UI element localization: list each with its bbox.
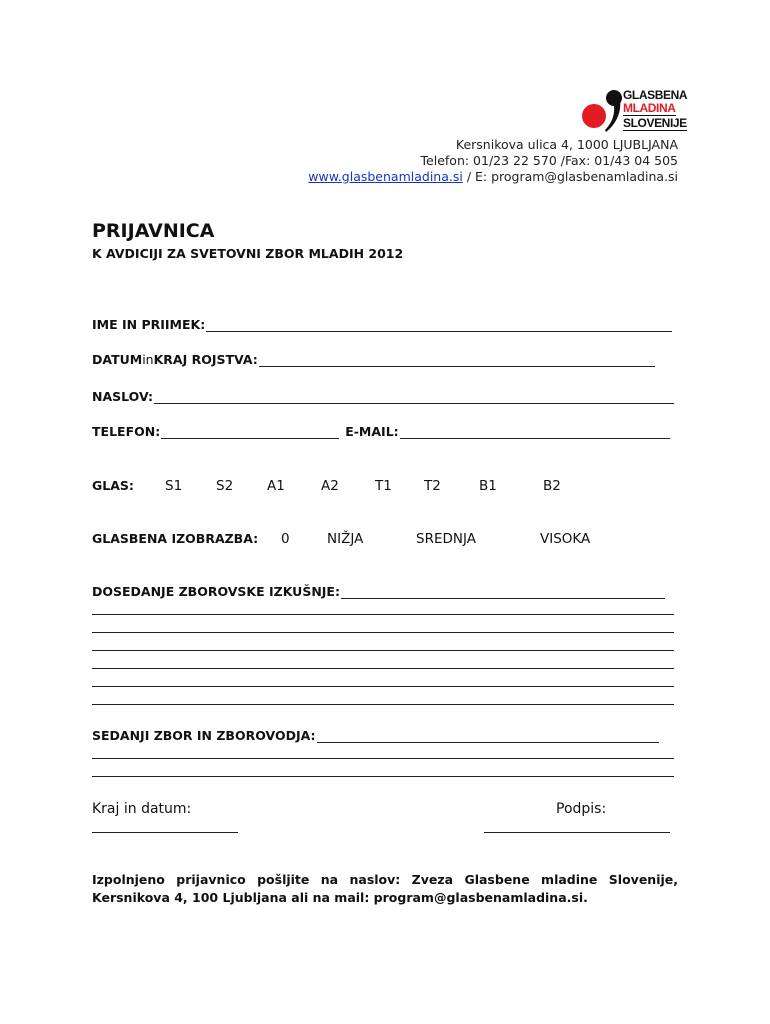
signature-label: Podpis: bbox=[556, 801, 607, 817]
footer-instructions: Izpolnjeno prijavnico pošljite na naslov: Zveza Glasbene mladine Slovenije, Kersnikova 4, 100 Ljubljana ali na mail: program@glasbenamladina.si. bbox=[92, 872, 678, 905]
education-option[interactable]: SREDNJA bbox=[416, 531, 476, 547]
birth-date-label: DATUM bbox=[92, 352, 143, 367]
experience-line[interactable] bbox=[92, 686, 674, 687]
experience-input-line[interactable] bbox=[341, 586, 665, 599]
logo-word-2: MLADINA bbox=[623, 101, 676, 115]
current-choir-label: SEDANJI ZBOR IN ZBOROVODJA: bbox=[92, 728, 316, 743]
voice-label: GLAS: bbox=[92, 478, 134, 493]
birth-field-row bbox=[92, 352, 655, 367]
voice-option[interactable]: T1 bbox=[375, 478, 392, 494]
current-choir-input-line[interactable] bbox=[317, 730, 659, 743]
education-option[interactable]: 0 bbox=[281, 531, 290, 547]
birth-input-line[interactable] bbox=[259, 354, 655, 367]
birth-in-word: in bbox=[142, 352, 154, 367]
experience-line[interactable] bbox=[92, 650, 674, 651]
phone-label: TELEFON: bbox=[92, 424, 161, 439]
address-label: NASLOV: bbox=[92, 389, 154, 404]
email-label: E-MAIL: bbox=[345, 424, 399, 439]
name-label: IME IN PRIIMEK: bbox=[92, 317, 206, 332]
phone-email-row bbox=[92, 424, 670, 439]
logo-word-3: SLOVENIJE bbox=[623, 116, 687, 130]
voice-option[interactable]: B2 bbox=[543, 478, 561, 494]
education-row bbox=[92, 531, 692, 549]
birth-place-label: KRAJ ROJSTVA: bbox=[153, 352, 258, 367]
voice-option[interactable]: B1 bbox=[479, 478, 497, 494]
place-date-label: Kraj in datum: bbox=[92, 801, 192, 817]
glasbena-mladina-logo bbox=[582, 88, 688, 134]
current-choir-line[interactable] bbox=[92, 758, 674, 759]
phone-input-line[interactable] bbox=[161, 426, 339, 439]
education-label: GLASBENA IZOBRAZBA: bbox=[92, 531, 259, 546]
experience-line[interactable] bbox=[92, 614, 674, 615]
voice-option[interactable]: S2 bbox=[216, 478, 234, 494]
address-phone: Telefon: 01/23 22 570 /Fax: 01/43 04 505 bbox=[420, 153, 678, 168]
voice-option[interactable]: T2 bbox=[424, 478, 441, 494]
current-choir-line[interactable] bbox=[92, 776, 674, 777]
experience-label: DOSEDANJE ZBOROVSKE IZKUŠNJE: bbox=[92, 584, 340, 599]
education-option[interactable]: VISOKA bbox=[540, 531, 591, 547]
experience-field-row bbox=[92, 584, 665, 599]
signature-line[interactable] bbox=[484, 832, 670, 833]
experience-line[interactable] bbox=[92, 668, 674, 669]
experience-line[interactable] bbox=[92, 632, 674, 633]
voice-option[interactable]: A1 bbox=[267, 478, 285, 494]
voice-row bbox=[92, 478, 692, 496]
name-field-row bbox=[92, 317, 672, 332]
address-street: Kersnikova ulica 4, 1000 LJUBLJANA bbox=[455, 137, 678, 152]
email-input-line[interactable] bbox=[400, 426, 670, 439]
education-option[interactable]: NIŽJA bbox=[327, 531, 364, 547]
place-date-line[interactable] bbox=[92, 832, 238, 833]
experience-line[interactable] bbox=[92, 704, 674, 705]
name-input-line[interactable] bbox=[206, 319, 672, 332]
voice-option[interactable]: S1 bbox=[165, 478, 183, 494]
voice-option[interactable]: A2 bbox=[321, 478, 339, 494]
form-title: PRIJAVNICA bbox=[92, 220, 215, 242]
address-web-line bbox=[308, 169, 678, 184]
address-email: / E: program@glasbenamladina.si bbox=[462, 169, 678, 184]
logo-word-1: GLASBENA bbox=[623, 88, 688, 102]
address-input-line[interactable] bbox=[154, 391, 674, 404]
address-field-row bbox=[92, 389, 674, 404]
form-subtitle: K AVDICIJI ZA SVETOVNI ZBOR MLADIH 2012 bbox=[92, 246, 404, 261]
website-link[interactable]: www.glasbenamladina.si bbox=[308, 169, 463, 184]
current-choir-row bbox=[92, 728, 659, 743]
